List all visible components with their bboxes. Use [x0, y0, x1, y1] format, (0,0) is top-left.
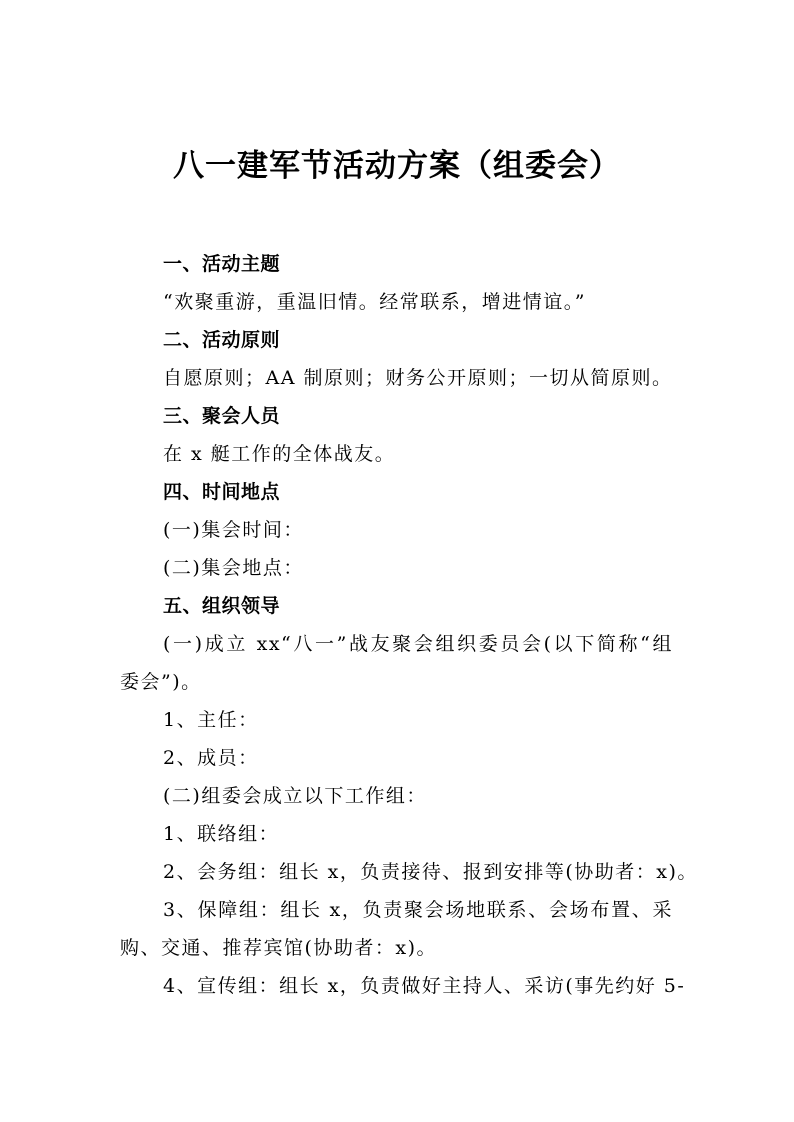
- meeting-place-text: (二)集会地点：: [163, 557, 304, 579]
- section-heading-attendees: 三、聚会人员: [163, 405, 281, 427]
- committee-text-line2: 委会”)。: [120, 671, 202, 693]
- work-groups-text: (二)组委会成立以下工作组：: [163, 785, 427, 807]
- publicity-group-text-line1: 4、宣传组：组长 x，负责做好主持人、采访(事先约好 5-: [163, 975, 686, 997]
- director-text: 1、主任：: [163, 709, 259, 731]
- support-group-text-line2: 购、交通、推荐宾馆(协助者：x)。: [120, 937, 438, 959]
- committee-text-line1: (一)成立 xx“八一”战友聚会组织委员会(以下简称“组: [163, 633, 673, 655]
- section-heading-theme: 一、活动主题: [163, 253, 281, 275]
- section-heading-principles: 二、活动原则: [163, 329, 281, 351]
- principles-text: 自愿原则；AA 制原则；财务公开原则；一切从简原则。: [163, 367, 673, 389]
- theme-text: “欢聚重游，重温旧情。经常联系，增进情谊。”: [163, 291, 586, 313]
- meeting-time-text: (一)集会时间：: [163, 519, 304, 541]
- attendees-text: 在 x 艇工作的全体战友。: [163, 443, 396, 465]
- affairs-group-text: 2、会务组：组长 x，负责接待、报到安排等(协助者：x)。: [163, 861, 698, 883]
- section-heading-time-place: 四、时间地点: [163, 481, 281, 503]
- section-heading-organization: 五、组织领导: [163, 595, 281, 617]
- members-text: 2、成员：: [163, 747, 259, 769]
- document-title: 八一建军节活动方案（组委会）: [173, 148, 621, 184]
- liaison-group-text: 1、联络组：: [163, 823, 280, 845]
- support-group-text-line1: 3、保障组：组长 x，负责聚会场地联系、会场布置、采: [163, 899, 673, 921]
